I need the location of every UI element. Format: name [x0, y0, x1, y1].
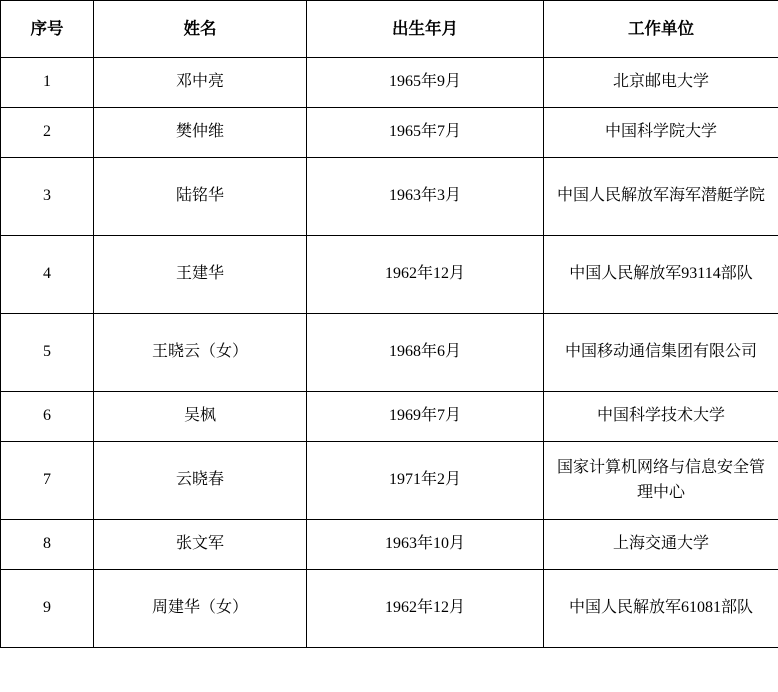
cell-birth: 1962年12月 — [307, 236, 544, 314]
cell-index: 4 — [1, 236, 94, 314]
cell-birth: 1965年9月 — [307, 58, 544, 108]
cell-birth: 1969年7月 — [307, 392, 544, 442]
cell-index: 7 — [1, 442, 94, 520]
cell-unit: 国家计算机网络与信息安全管理中心 — [544, 442, 778, 520]
table-body — [1, 58, 778, 648]
column-header-unit: 工作单位 — [544, 1, 778, 58]
cell-index: 5 — [1, 314, 94, 392]
cell-index: 9 — [1, 570, 94, 648]
cell-birth: 1962年12月 — [307, 570, 544, 648]
cell-birth: 1971年2月 — [307, 442, 544, 520]
table-row — [1, 58, 778, 108]
cell-name: 周建华（女） — [94, 570, 307, 648]
cell-birth: 1963年3月 — [307, 158, 544, 236]
cell-name: 王晓云（女） — [94, 314, 307, 392]
cell-name: 樊仲维 — [94, 108, 307, 158]
cell-index: 8 — [1, 520, 94, 570]
column-header-name: 姓名 — [94, 1, 307, 58]
cell-birth: 1963年10月 — [307, 520, 544, 570]
column-header-index: 序号 — [1, 1, 94, 58]
cell-name: 张文军 — [94, 520, 307, 570]
cell-birth: 1965年7月 — [307, 108, 544, 158]
cell-birth: 1968年6月 — [307, 314, 544, 392]
table-row — [1, 108, 778, 158]
column-header-birth: 出生年月 — [307, 1, 544, 58]
cell-unit: 中国人民解放军93114部队 — [544, 236, 778, 314]
table-row — [1, 236, 778, 314]
cell-name: 云晓春 — [94, 442, 307, 520]
cell-index: 6 — [1, 392, 94, 442]
table-header — [1, 1, 778, 58]
cell-name: 陆铭华 — [94, 158, 307, 236]
cell-index: 3 — [1, 158, 94, 236]
table-row — [1, 520, 778, 570]
table-header-row — [1, 1, 778, 58]
cell-index: 1 — [1, 58, 94, 108]
table-row — [1, 442, 778, 520]
cell-name: 吴枫 — [94, 392, 307, 442]
cell-unit: 中国科学院大学 — [544, 108, 778, 158]
table-row — [1, 158, 778, 236]
cell-unit: 北京邮电大学 — [544, 58, 778, 108]
cell-unit: 中国科学技术大学 — [544, 392, 778, 442]
cell-unit: 中国人民解放军61081部队 — [544, 570, 778, 648]
table-row — [1, 392, 778, 442]
cell-name: 王建华 — [94, 236, 307, 314]
cell-index: 2 — [1, 108, 94, 158]
cell-unit: 中国移动通信集团有限公司 — [544, 314, 778, 392]
cell-name: 邓中亮 — [94, 58, 307, 108]
table-row — [1, 314, 778, 392]
table-row — [1, 570, 778, 648]
cell-unit: 中国人民解放军海军潜艇学院 — [544, 158, 778, 236]
cell-unit: 上海交通大学 — [544, 520, 778, 570]
